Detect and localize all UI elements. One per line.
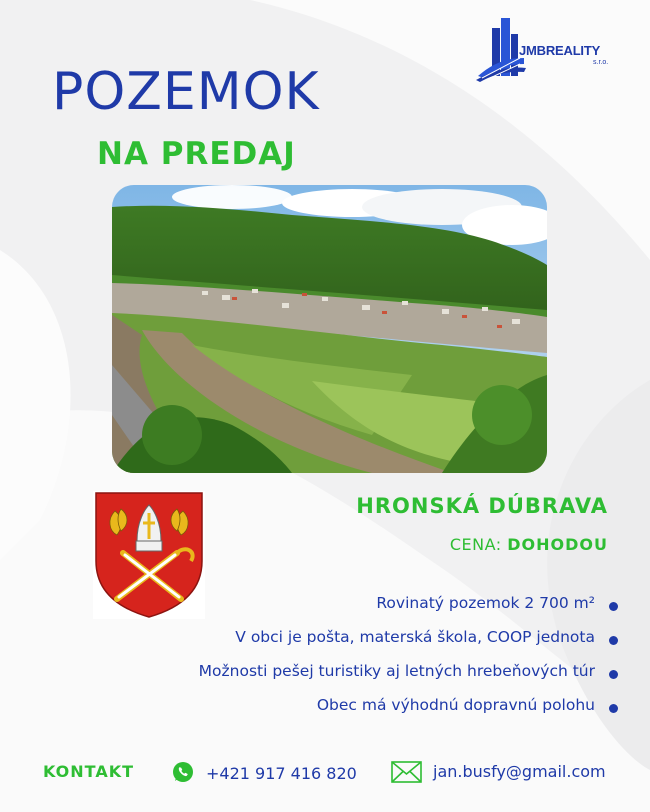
price-line — [450, 535, 608, 554]
feature-text: Rovinatý pozemok 2 700 m² — [376, 594, 595, 612]
bullet-icon — [609, 602, 618, 611]
phone-link[interactable]: +421 917 416 820 — [206, 764, 357, 783]
price-value: DOHODOU — [507, 535, 608, 554]
envelope-icon — [391, 761, 422, 783]
price-label: CENA: — [449, 535, 502, 554]
list-item — [199, 620, 618, 654]
list-item — [199, 654, 618, 688]
feature-text: Možnosti pešej turistiky aj letných hrebeňových túr — [198, 662, 595, 680]
feature-text: V obci je pošta, materská škola, COOP jednota — [235, 628, 595, 646]
bullet-icon — [609, 704, 618, 713]
whatsapp-phone-icon — [172, 761, 194, 783]
page-subtitle: NA PREDAJ — [97, 136, 296, 172]
feature-text: Obec má výhodnú dopravnú polohu — [316, 696, 595, 714]
bullet-icon — [609, 636, 618, 645]
coat-of-arms-icon — [93, 491, 205, 619]
list-item — [199, 586, 618, 620]
feature-list — [199, 586, 618, 722]
page-title: POZEMOK — [52, 62, 320, 122]
logo-brand: JMBREALITY — [519, 43, 601, 58]
bullet-icon — [609, 670, 618, 679]
landscape-photo — [112, 185, 547, 473]
contact-label: KONTAKT — [43, 762, 135, 781]
email-link[interactable]: jan.busfy@gmail.com — [433, 762, 606, 781]
location-name: HRONSKÁ DÚBRAVA — [356, 494, 608, 518]
list-item — [199, 688, 618, 722]
logo-suffix: s.r.o. — [593, 59, 609, 66]
